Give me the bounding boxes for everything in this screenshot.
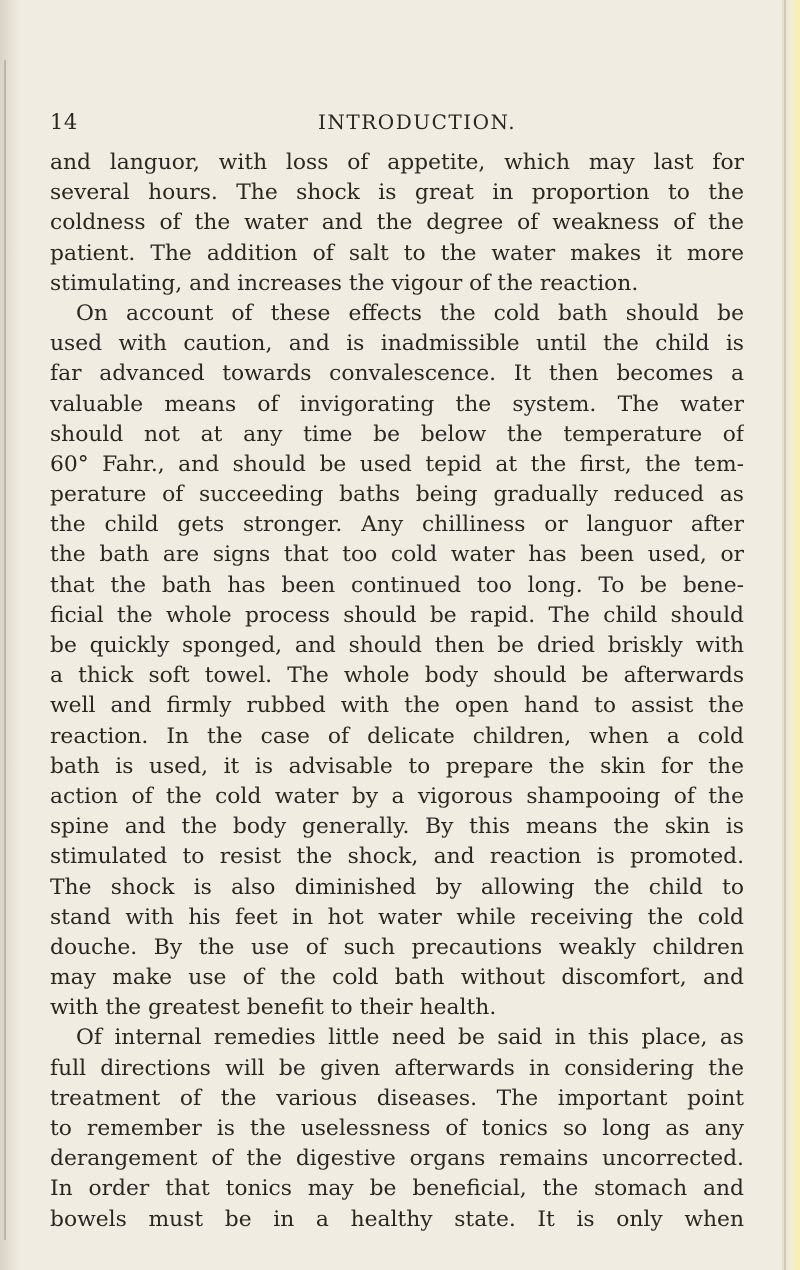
text-line: the bath are signs that too cold water has been used, or (50, 542, 744, 568)
running-title: INTRODUCTION. (318, 110, 517, 134)
text-line: far advanced towards convalescence. It then becomes a (50, 361, 744, 387)
text-line: action of the cold water by a vigorous shampooing of the (50, 783, 744, 809)
text-line: ficial the whole process should be rapid. The child should (50, 602, 744, 628)
text-line: 60° Fahr., and should be used tepid at the first, the tem- (50, 451, 744, 477)
text-line: spine and the body generally. By this means the skin is (50, 814, 744, 840)
book-gutter (0, 0, 22, 1270)
page-number: 14 (50, 110, 78, 134)
text-line: stimulated to resist the shock, and reaction is promoted. (50, 844, 744, 870)
text-line: used with caution, and is inadmissible until the child is (50, 331, 744, 357)
text-line: derangement of the digestive organs remains uncorrected. (50, 1146, 744, 1172)
body-text (50, 148, 744, 1235)
text-line: well and firmly rubbed with the open hand to assist the (50, 693, 744, 719)
text-line: The shock is also diminished by allowing the child to (50, 874, 744, 900)
text-line: bath is used, it is advisable to prepare the skin for the (50, 753, 744, 779)
text-line: coldness of the water and the degree of weakness of the (50, 210, 744, 236)
text-line: stand with his feet in hot water while receiving the cold (50, 904, 744, 930)
text-line: treatment of the various diseases. The important point (50, 1085, 744, 1111)
book-page (44, 110, 750, 1235)
text-line: may make use of the cold bath without discomfort, and (50, 965, 744, 991)
text-line: On account of these effects the cold bath should be (76, 300, 744, 326)
text-line: a thick soft towel. The whole body should be afterwards (50, 663, 744, 689)
text-line: and languor, with loss of appetite, which may last for (50, 150, 744, 175)
running-head (44, 110, 750, 140)
text-line: perature of succeeding baths being gradually reduced as (50, 482, 744, 508)
text-line: stimulating, and increases the vigour of the reaction. (50, 270, 639, 296)
text-line: full directions will be given afterwards in considering the (50, 1055, 744, 1081)
text-line: several hours. The shock is great in proportion to the (50, 180, 744, 206)
text-line: reaction. In the case of delicate children, when a cold (50, 723, 744, 749)
page-edge-right (782, 0, 800, 1270)
text-line: In order that tonics may be beneficial, the stomach and (50, 1176, 744, 1202)
text-line: with the greatest benefit to their health. (50, 995, 497, 1021)
text-line: that the bath has been continued too long. To be bene- (50, 572, 744, 598)
text-line: the child gets stronger. Any chilliness or languor after (50, 512, 744, 538)
text-line: patient. The addition of salt to the water makes it more (50, 240, 744, 266)
text-line: bowels must be in a healthy state. It is only when (50, 1206, 744, 1232)
text-line: douche. By the use of such precautions weakly children (50, 934, 744, 960)
text-line: to remember is the uselessness of tonics so long as any (50, 1116, 744, 1141)
gutter-shadow-line (4, 60, 6, 1240)
text-line: Of internal remedies little need be said in this place, as (76, 1025, 744, 1051)
text-line: should not at any time be below the temperature of (50, 421, 744, 447)
text-line: valuable means of invigorating the system. The water (50, 391, 744, 417)
page-edge-line (784, 0, 786, 1270)
text-line: be quickly sponged, and should then be dried briskly with (50, 633, 744, 658)
